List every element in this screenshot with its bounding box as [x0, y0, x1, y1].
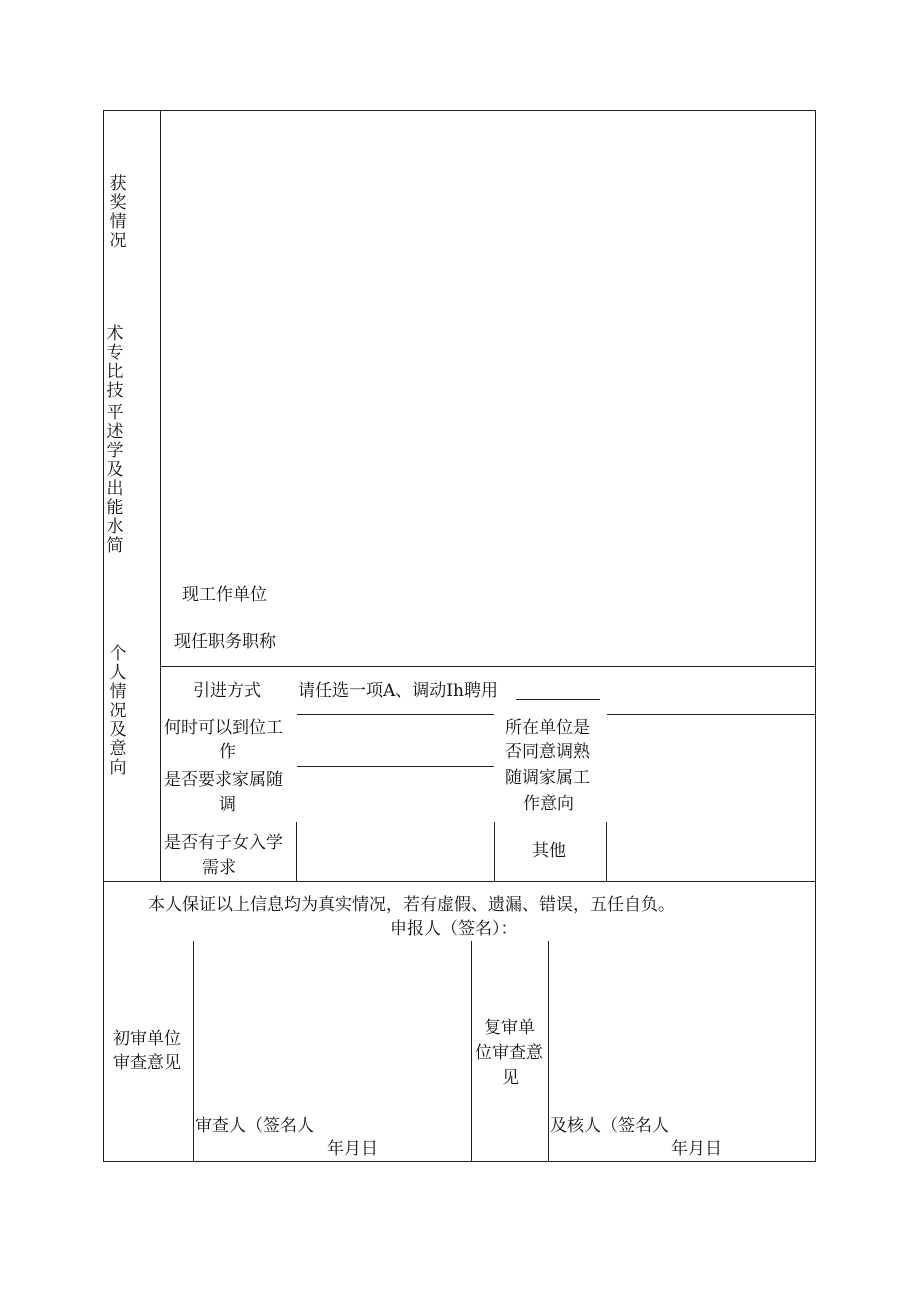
- initial-label-divider: [193, 941, 194, 1162]
- initial-reviewer-signature: 审查人（签名人: [195, 1116, 314, 1136]
- second-review-date: 年月日: [671, 1139, 722, 1159]
- initial-review-label-line1: 初审单位: [113, 1029, 181, 1049]
- second-review-label-line1: 复审单: [484, 1018, 535, 1038]
- initial-review-label-line2: 审查意见: [113, 1053, 181, 1073]
- second-reviewer-signature: 及核人（签名人: [550, 1116, 669, 1136]
- second-review-label-line3: 见: [502, 1068, 519, 1088]
- table-top-border: [103, 110, 816, 111]
- table-right-border: [815, 110, 816, 1162]
- arrival-time-label-line1: 何时可以到位工: [164, 718, 283, 738]
- unit-consent-label-line2: 否同意调熟: [505, 742, 590, 762]
- current-unit-label: 现工作单位: [182, 585, 267, 605]
- declaration-statement: 本人保证以上信息均为真实情况，若有虚假、遗漏、错误，五任自负。: [148, 895, 675, 915]
- children-value-divider: [296, 822, 297, 881]
- applicant-signature-label: 申报人（签名）：: [390, 919, 518, 939]
- intro-method-options: 请任选一项A、调动Ih聘用: [298, 681, 498, 701]
- label-column-divider: [160, 110, 161, 881]
- skills-label-col2: 平述学及出: [106, 403, 124, 499]
- unit-consent-label-line3: 随调家属工: [505, 768, 590, 788]
- other-label-left-divider: [494, 822, 495, 881]
- arrival-row-divider: [297, 766, 494, 767]
- skills-label-col1: 术专比技: [106, 324, 124, 401]
- personal-section-label: 个人情况及意向: [109, 644, 127, 778]
- declaration-top-border: [103, 881, 816, 882]
- initial-review-date: 年月日: [327, 1139, 378, 1159]
- skills-label-col3: 能水简: [106, 498, 124, 556]
- second-label-left-divider: [471, 941, 472, 1162]
- intro-row-divider-left: [297, 714, 494, 715]
- second-label-right-divider: [548, 941, 549, 1162]
- intro-row-divider-right: [607, 714, 816, 715]
- arrival-time-label-line2: 作: [219, 742, 236, 762]
- family-label-line2: 调: [219, 795, 236, 815]
- children-label-line1: 是否有子女入学: [164, 833, 283, 853]
- unit-consent-label-line4: 作意向: [523, 794, 574, 814]
- intro-method-blank: [516, 699, 600, 700]
- personal-section-divider: [160, 666, 816, 667]
- table-bottom-border: [103, 1161, 816, 1162]
- second-review-label-line2: 位审查意: [475, 1043, 543, 1063]
- current-title-label: 现任职务职称: [174, 632, 276, 652]
- awards-label: 获奖情况: [109, 174, 127, 251]
- other-label: 其他: [532, 841, 566, 861]
- unit-consent-label-line1: 所在单位是: [505, 718, 590, 738]
- intro-method-label: 引进方式: [193, 681, 261, 701]
- table-left-border: [103, 110, 104, 1162]
- children-label-line2: 需求: [202, 858, 236, 878]
- family-label-line1: 是否要求家属随: [164, 770, 283, 790]
- other-label-right-divider: [606, 822, 607, 881]
